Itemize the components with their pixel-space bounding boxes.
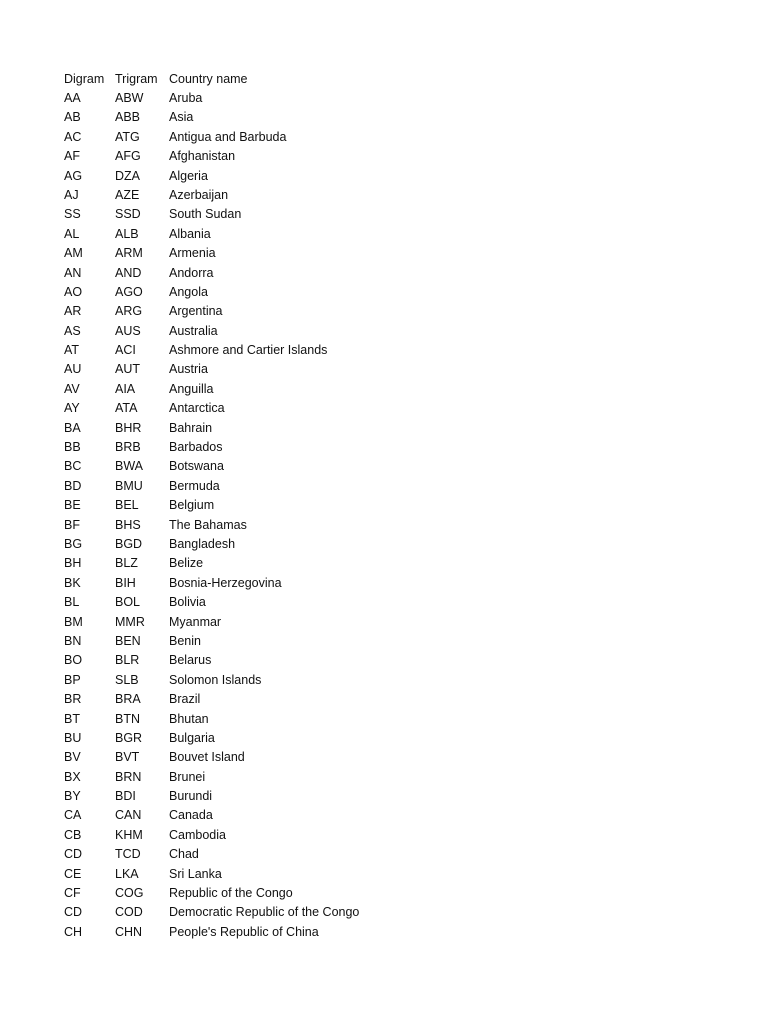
- digram-cell: BN: [64, 633, 82, 648]
- digram-cell: AC: [64, 129, 82, 144]
- digram-cell: BK: [64, 575, 81, 590]
- digram-cell: AA: [64, 91, 81, 105]
- trigram-cell: AZE: [115, 187, 140, 202]
- country-name-cell: The Bahamas: [169, 517, 247, 532]
- table-row: [64, 167, 724, 186]
- header-country-name: Country name: [169, 72, 248, 86]
- digram-cell: BO: [64, 653, 83, 668]
- table-row: [64, 128, 724, 147]
- table-row: [64, 593, 724, 612]
- trigram-cell: SLB: [115, 672, 139, 687]
- country-name-cell: Bulgaria: [169, 730, 215, 745]
- table-row: [64, 865, 724, 884]
- table-row: [64, 205, 724, 224]
- table-header-row: [64, 69, 724, 89]
- country-name-cell: Burundi: [169, 789, 213, 804]
- trigram-cell: BRA: [115, 692, 141, 707]
- country-name-cell: Bahrain: [169, 420, 213, 435]
- header-digram: Digram: [64, 72, 105, 86]
- trigram-cell: COD: [115, 905, 143, 920]
- country-name-cell: Aruba: [169, 91, 203, 105]
- table-row: [64, 438, 724, 457]
- table-row: [64, 748, 724, 767]
- digram-cell: CH: [64, 924, 83, 939]
- digram-cell: AF: [64, 149, 80, 164]
- digram-cell: BC: [64, 459, 82, 474]
- digram-cell: BP: [64, 672, 81, 687]
- table-row: [64, 884, 724, 903]
- digram-cell: AO: [64, 284, 83, 299]
- table-row: [64, 477, 724, 496]
- country-name-cell: Democratic Republic of the Congo: [169, 905, 360, 920]
- country-name-cell: Bhutan: [169, 711, 209, 726]
- digram-cell: CA: [64, 808, 82, 823]
- country-name-cell: Andorra: [169, 265, 214, 280]
- trigram-cell: LKA: [115, 866, 139, 881]
- digram-cell: AB: [64, 110, 81, 125]
- trigram-cell: BHS: [115, 517, 141, 532]
- digram-cell: BE: [64, 498, 81, 513]
- country-name-cell: Canada: [169, 808, 213, 823]
- country-name-cell: Bermuda: [169, 478, 220, 493]
- digram-cell: BG: [64, 536, 83, 551]
- country-name-cell: Cambodia: [169, 827, 226, 842]
- table-row: [64, 710, 724, 729]
- table-row: [64, 244, 724, 263]
- digram-cell: AY: [64, 401, 80, 416]
- table-row: [64, 806, 724, 825]
- country-name-cell: Algeria: [169, 168, 208, 183]
- trigram-cell: BGD: [115, 536, 143, 551]
- country-name-cell: Belize: [169, 556, 204, 571]
- country-name-cell: Bangladesh: [169, 536, 236, 551]
- digram-cell: AL: [64, 226, 80, 241]
- trigram-cell: AGO: [115, 284, 143, 299]
- table-row: [64, 341, 724, 360]
- trigram-cell: ARG: [115, 304, 143, 319]
- table-row: [64, 186, 724, 205]
- table-row: [64, 845, 724, 864]
- table-row: [64, 283, 724, 302]
- trigram-cell: MMR: [115, 614, 145, 629]
- table-row: [64, 496, 724, 515]
- digram-cell: BA: [64, 420, 81, 435]
- country-name-cell: Barbados: [169, 440, 223, 455]
- country-name-cell: People's Republic of China: [169, 924, 319, 939]
- country-name-cell: South Sudan: [169, 207, 242, 222]
- digram-cell: BX: [64, 769, 81, 784]
- country-name-cell: Solomon Islands: [169, 672, 262, 687]
- trigram-cell: BWA: [115, 459, 144, 474]
- country-name-cell: Brazil: [169, 692, 201, 707]
- country-name-cell: Bosnia-Herzegovina: [169, 575, 282, 590]
- table-row: [64, 651, 724, 670]
- table-row: [64, 632, 724, 651]
- trigram-cell: COG: [115, 886, 144, 901]
- trigram-cell: ATG: [115, 129, 140, 144]
- digram-cell: AV: [64, 381, 80, 396]
- table-row: [64, 108, 724, 127]
- digram-cell: AM: [64, 246, 83, 261]
- trigram-cell: BMU: [115, 478, 143, 493]
- country-name-cell: Argentina: [169, 304, 223, 319]
- header-trigram: Trigram: [115, 72, 158, 86]
- table-row: [64, 360, 724, 379]
- digram-cell: AS: [64, 323, 81, 338]
- digram-cell: BY: [64, 789, 81, 804]
- digram-cell: AT: [64, 343, 80, 358]
- trigram-cell: ACI: [115, 343, 136, 358]
- country-name-cell: Brunei: [169, 769, 206, 784]
- table-row: [64, 923, 724, 942]
- trigram-cell: TCD: [115, 847, 141, 862]
- trigram-cell: BHR: [115, 420, 142, 435]
- digram-cell: AJ: [64, 187, 79, 202]
- country-name-cell: Antigua and Barbuda: [169, 129, 287, 144]
- country-name-cell: Anguilla: [169, 381, 214, 396]
- trigram-cell: BEN: [115, 633, 141, 648]
- country-codes-table: [64, 69, 724, 942]
- trigram-cell: BRB: [115, 440, 141, 455]
- table-row: [64, 535, 724, 554]
- country-name-cell: Ashmore and Cartier Islands: [169, 343, 328, 358]
- country-name-cell: Belarus: [169, 653, 212, 668]
- digram-cell: BU: [64, 730, 82, 745]
- table-row: [64, 89, 724, 108]
- trigram-cell: ATA: [115, 401, 138, 416]
- digram-cell: SS: [64, 207, 81, 222]
- trigram-cell: BRN: [115, 769, 142, 784]
- country-name-cell: Antarctica: [169, 401, 225, 416]
- digram-cell: CD: [64, 905, 83, 920]
- trigram-cell: BTN: [115, 711, 140, 726]
- table-row: [64, 613, 724, 632]
- country-name-cell: Angola: [169, 284, 208, 299]
- table-row: [64, 302, 724, 321]
- table-row: [64, 147, 724, 166]
- table-row: [64, 574, 724, 593]
- table-row: [64, 225, 724, 244]
- digram-cell: BF: [64, 517, 80, 532]
- trigram-cell: KHM: [115, 827, 143, 842]
- table-row: [64, 399, 724, 418]
- digram-cell: BR: [64, 692, 82, 707]
- digram-cell: BV: [64, 750, 81, 765]
- trigram-cell: AUS: [115, 323, 141, 338]
- digram-cell: CB: [64, 827, 82, 842]
- country-name-cell: Myanmar: [169, 614, 222, 629]
- country-name-cell: Botswana: [169, 459, 224, 474]
- digram-cell: BB: [64, 440, 81, 455]
- trigram-cell: DZA: [115, 168, 140, 183]
- table-row: [64, 729, 724, 748]
- trigram-cell: ALB: [115, 226, 139, 241]
- table-row: [64, 322, 724, 341]
- trigram-cell: BLZ: [115, 556, 138, 571]
- table-row: [64, 787, 724, 806]
- table-row: [64, 380, 724, 399]
- digram-cell: BM: [64, 614, 83, 629]
- digram-cell: CE: [64, 866, 82, 881]
- trigram-cell: CAN: [115, 808, 142, 823]
- trigram-cell: BLR: [115, 653, 140, 668]
- trigram-cell: ABW: [115, 91, 144, 105]
- country-name-cell: Belgium: [169, 498, 215, 513]
- digram-cell: BD: [64, 478, 82, 493]
- country-name-cell: Austria: [169, 362, 208, 377]
- table-row: [64, 671, 724, 690]
- trigram-cell: BGR: [115, 730, 143, 745]
- table-row: [64, 264, 724, 283]
- country-name-cell: Azerbaijan: [169, 187, 229, 202]
- country-name-cell: Benin: [169, 633, 201, 648]
- trigram-cell: ARM: [115, 246, 143, 261]
- digram-cell: AN: [64, 265, 82, 280]
- country-name-cell: Chad: [169, 847, 199, 862]
- digram-cell: AR: [64, 304, 82, 319]
- country-name-cell: Bouvet Island: [169, 750, 245, 765]
- table-row: [64, 516, 724, 535]
- trigram-cell: BOL: [115, 595, 141, 610]
- trigram-cell: ABB: [115, 110, 141, 125]
- country-name-cell: Afghanistan: [169, 149, 236, 164]
- table-row: [64, 457, 724, 476]
- digram-cell: CF: [64, 886, 81, 901]
- trigram-cell: BEL: [115, 498, 139, 513]
- trigram-cell: CHN: [115, 924, 143, 939]
- country-name-cell: Albania: [169, 226, 211, 241]
- trigram-cell: BDI: [115, 789, 136, 804]
- table-row: [64, 903, 724, 922]
- digram-cell: AU: [64, 362, 82, 377]
- table-row: [64, 826, 724, 845]
- trigram-cell: SSD: [115, 207, 141, 222]
- country-name-cell: Asia: [169, 110, 194, 125]
- trigram-cell: BVT: [115, 750, 140, 765]
- digram-cell: AG: [64, 168, 83, 183]
- digram-cell: BT: [64, 711, 80, 726]
- digram-cell: BH: [64, 556, 82, 571]
- trigram-cell: AIA: [115, 381, 136, 396]
- trigram-cell: AUT: [115, 362, 140, 377]
- table-row: [64, 690, 724, 709]
- trigram-cell: AFG: [115, 149, 141, 164]
- table-row: [64, 554, 724, 573]
- country-name-cell: Sri Lanka: [169, 866, 222, 881]
- trigram-cell: AND: [115, 265, 142, 280]
- country-name-cell: Bolivia: [169, 595, 206, 610]
- table-row: [64, 419, 724, 438]
- table-body: [64, 89, 724, 942]
- digram-cell: CD: [64, 847, 83, 862]
- table-row: [64, 768, 724, 787]
- country-name-cell: Armenia: [169, 246, 216, 261]
- country-name-cell: Republic of the Congo: [169, 886, 293, 901]
- trigram-cell: BIH: [115, 575, 136, 590]
- digram-cell: BL: [64, 595, 80, 610]
- country-name-cell: Australia: [169, 323, 218, 338]
